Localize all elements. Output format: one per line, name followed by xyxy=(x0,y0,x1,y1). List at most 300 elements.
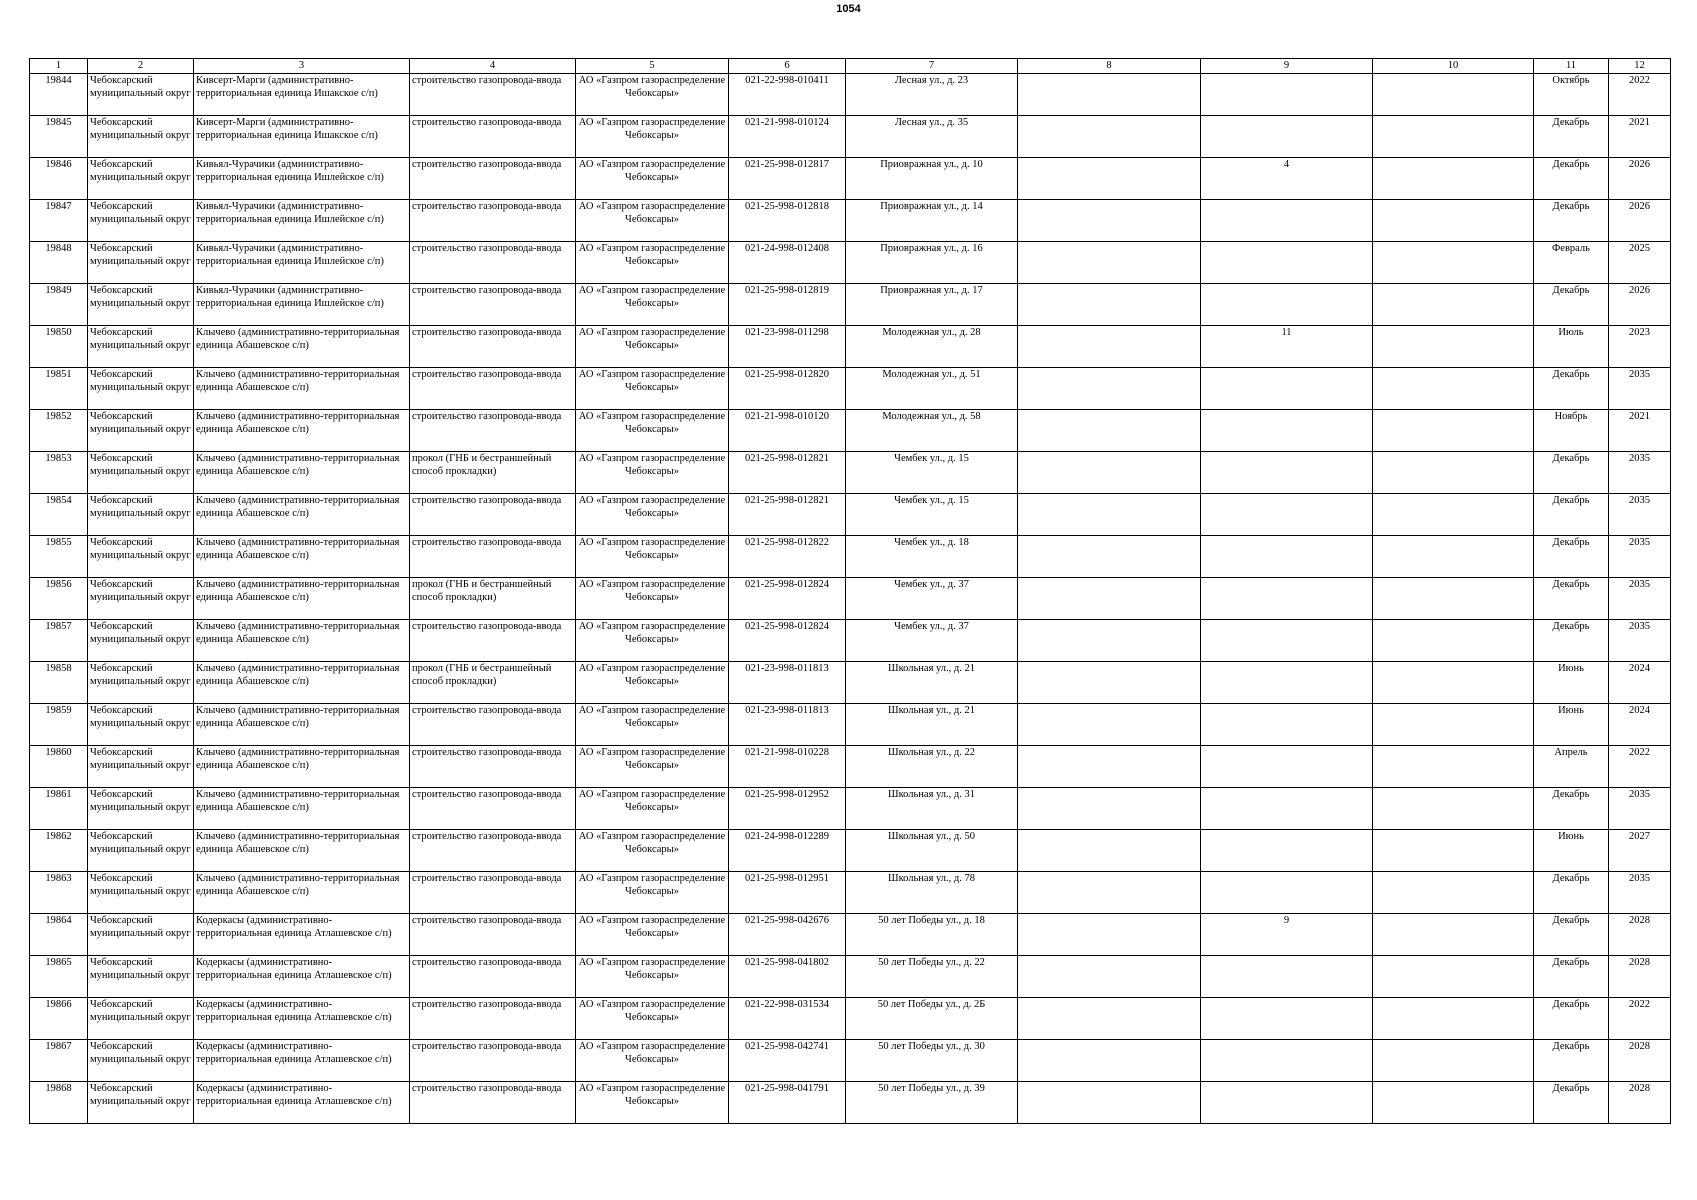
cell-text: строительство газопровода-ввода xyxy=(412,411,562,422)
cell-settlement xyxy=(194,74,410,116)
cell-text: строительство газопровода-ввода xyxy=(412,117,562,128)
page-number: 1054 xyxy=(836,3,861,15)
cell-text: Декабрь xyxy=(1552,1083,1590,1094)
table-row xyxy=(30,872,1671,914)
cell-text: 4 xyxy=(1283,159,1290,170)
cell-text: 021-25-998-012819 xyxy=(745,285,829,296)
cell-settlement xyxy=(194,410,410,452)
cell-address xyxy=(846,788,1018,830)
cell-text: 021-25-998-012817 xyxy=(745,159,829,170)
cell-text: АО «Газпром газораспределение Чебоксары» xyxy=(578,621,726,645)
cell-text: Молодежная ул., д. 58 xyxy=(882,411,981,422)
cell-year xyxy=(1609,74,1671,116)
cell-municipality xyxy=(88,620,194,662)
cell-text: Чебоксарский муниципальный округ xyxy=(90,495,191,519)
cell-year xyxy=(1609,872,1671,914)
cell-text: строительство газопровода-ввода xyxy=(412,789,562,800)
cell-text: Приовражная ул., д. 10 xyxy=(880,159,983,170)
cell-row-number xyxy=(30,158,88,200)
table-row xyxy=(30,242,1671,284)
cell-year xyxy=(1609,1040,1671,1082)
cell-text: АО «Газпром газораспределение Чебоксары» xyxy=(578,999,726,1023)
cell-text: Клычево (административно-территориальная единица Абашевское с/п) xyxy=(196,663,400,687)
cell-col-9 xyxy=(1201,200,1373,242)
cell-organization xyxy=(576,998,729,1040)
cell-year xyxy=(1609,536,1671,578)
cell-text: Декабрь xyxy=(1552,789,1590,800)
cell-text: строительство газопровода-ввода xyxy=(412,621,562,632)
cell-text: Чембек ул., д. 37 xyxy=(894,621,969,632)
column-header-5: 5 xyxy=(576,59,729,74)
cell-text: Кивсерт-Марги (административно-территориальная единица Ишакское с/п) xyxy=(196,75,378,99)
cell-text: 021-25-998-042741 xyxy=(745,1041,829,1052)
cell-text: 19853 xyxy=(45,453,72,464)
cell-text: Чебоксарский муниципальный округ xyxy=(90,285,191,309)
cell-col-9 xyxy=(1201,326,1373,368)
cell-text: 021-24-998-012408 xyxy=(745,243,829,254)
registry-body xyxy=(30,74,1671,1124)
cell-settlement xyxy=(194,578,410,620)
cell-text: строительство газопровода-ввода xyxy=(412,75,562,86)
cell-text: Кодеркасы (административно-территориальная единица Атлашевское с/п) xyxy=(196,1041,392,1065)
cell-text: 19861 xyxy=(45,789,72,800)
cell-col-8 xyxy=(1018,536,1201,578)
cell-text: строительство газопровода-ввода xyxy=(412,831,562,842)
table-row xyxy=(30,284,1671,326)
cell-settlement xyxy=(194,116,410,158)
cell-organization xyxy=(576,662,729,704)
cell-month xyxy=(1534,242,1609,284)
cell-text: 2022 xyxy=(1629,75,1650,86)
cell-row-number xyxy=(30,956,88,998)
cell-text: 50 лет Победы ул., д. 22 xyxy=(878,957,985,968)
cell-year xyxy=(1609,242,1671,284)
cell-text: 2026 xyxy=(1629,201,1650,212)
cell-text: Клычево (административно-территориальная единица Абашевское с/п) xyxy=(196,369,400,393)
cell-text: Школьная ул., д. 21 xyxy=(887,705,976,716)
cell-text: прокол (ГНБ и бестраншейный способ прокладки) xyxy=(412,579,552,603)
table-row xyxy=(30,410,1671,452)
cell-col-10 xyxy=(1373,830,1534,872)
cell-municipality xyxy=(88,830,194,872)
cell-municipality xyxy=(88,200,194,242)
cell-text: АО «Газпром газораспределение Чебоксары» xyxy=(578,369,726,393)
cell-settlement xyxy=(194,956,410,998)
cell-text: АО «Газпром газораспределение Чебоксары» xyxy=(578,201,726,225)
cell-row-number xyxy=(30,746,88,788)
cell-col-10 xyxy=(1373,158,1534,200)
cell-row-number xyxy=(30,788,88,830)
cell-text: Чебоксарский муниципальный округ xyxy=(90,621,191,645)
cell-col-8 xyxy=(1018,914,1201,956)
cell-address xyxy=(846,200,1018,242)
cell-text: Декабрь xyxy=(1552,1041,1590,1052)
cell-text: Чебоксарский муниципальный округ xyxy=(90,327,191,351)
cell-col-8 xyxy=(1018,578,1201,620)
cell-organization xyxy=(576,536,729,578)
cell-col-8 xyxy=(1018,746,1201,788)
cell-text: Кодеркасы (административно-территориальная единица Атлашевское с/п) xyxy=(196,999,392,1023)
cell-text: АО «Газпром газораспределение Чебоксары» xyxy=(578,579,726,603)
cell-text: Клычево (административно-территориальная единица Абашевское с/п) xyxy=(196,831,400,855)
cell-col-10 xyxy=(1373,662,1534,704)
cell-text: Школьная ул., д. 50 xyxy=(887,831,976,842)
cell-work-type xyxy=(410,746,576,788)
cell-settlement xyxy=(194,830,410,872)
cell-address xyxy=(846,242,1018,284)
column-header-7: 7 xyxy=(846,59,1018,74)
cell-text: Декабрь xyxy=(1552,537,1590,548)
cell-col-9 xyxy=(1201,704,1373,746)
cell-text: АО «Газпром газораспределение Чебоксары» xyxy=(578,495,726,519)
cell-text: строительство газопровода-ввода xyxy=(412,369,562,380)
cell-col-9 xyxy=(1201,578,1373,620)
cell-municipality xyxy=(88,158,194,200)
cell-settlement xyxy=(194,1082,410,1124)
cell-text: 021-25-998-012951 xyxy=(745,873,829,884)
cell-work-type xyxy=(410,284,576,326)
table-row xyxy=(30,326,1671,368)
cell-col-9 xyxy=(1201,410,1373,452)
cell-row-number xyxy=(30,242,88,284)
cell-col-10 xyxy=(1373,452,1534,494)
cell-text: 2024 xyxy=(1629,705,1650,716)
cell-text: строительство газопровода-ввода xyxy=(412,915,562,926)
cell-col-8 xyxy=(1018,830,1201,872)
cell-month xyxy=(1534,872,1609,914)
cell-col-8 xyxy=(1018,200,1201,242)
cell-col-10 xyxy=(1373,914,1534,956)
cell-object-code xyxy=(729,1040,846,1082)
cell-text: Чебоксарский муниципальный округ xyxy=(90,999,191,1023)
cell-col-8 xyxy=(1018,1040,1201,1082)
cell-municipality xyxy=(88,536,194,578)
cell-row-number xyxy=(30,872,88,914)
cell-text: 2035 xyxy=(1629,873,1650,884)
cell-address xyxy=(846,1040,1018,1082)
table-row xyxy=(30,746,1671,788)
table-row xyxy=(30,830,1671,872)
cell-work-type xyxy=(410,200,576,242)
cell-col-10 xyxy=(1373,1040,1534,1082)
cell-month xyxy=(1534,746,1609,788)
cell-text: 021-25-998-012818 xyxy=(745,201,829,212)
cell-text: Июль xyxy=(1558,327,1584,338)
cell-text: АО «Газпром газораспределение Чебоксары» xyxy=(578,243,726,267)
cell-settlement xyxy=(194,704,410,746)
cell-text: 2022 xyxy=(1629,747,1650,758)
cell-text: 2028 xyxy=(1629,915,1650,926)
cell-text: 2022 xyxy=(1629,999,1650,1010)
cell-text: Чембек ул., д. 18 xyxy=(894,537,969,548)
cell-object-code xyxy=(729,956,846,998)
cell-text: Декабрь xyxy=(1552,621,1590,632)
cell-text: АО «Газпром газораспределение Чебоксары» xyxy=(578,537,726,561)
cell-settlement xyxy=(194,494,410,536)
cell-text: 2035 xyxy=(1629,453,1650,464)
cell-text: Чебоксарский муниципальный округ xyxy=(90,747,191,771)
table-row xyxy=(30,368,1671,410)
cell-text: 19849 xyxy=(45,285,72,296)
cell-col-8 xyxy=(1018,242,1201,284)
cell-address xyxy=(846,410,1018,452)
cell-col-8 xyxy=(1018,452,1201,494)
cell-text: Чебоксарский муниципальный округ xyxy=(90,411,191,435)
cell-text: 021-23-998-011298 xyxy=(745,327,829,338)
cell-organization xyxy=(576,200,729,242)
cell-row-number xyxy=(30,1082,88,1124)
cell-year xyxy=(1609,704,1671,746)
cell-col-9 xyxy=(1201,956,1373,998)
cell-text: Чебоксарский муниципальный округ xyxy=(90,537,191,561)
cell-text: Декабрь xyxy=(1552,117,1590,128)
cell-text: 2035 xyxy=(1629,789,1650,800)
cell-text: Приовражная ул., д. 16 xyxy=(880,243,983,254)
cell-text: 021-25-998-012822 xyxy=(745,537,829,548)
cell-text: Февраль xyxy=(1552,243,1590,254)
cell-organization xyxy=(576,368,729,410)
table-row xyxy=(30,452,1671,494)
cell-text: Лесная ул., д. 35 xyxy=(894,117,969,128)
cell-settlement xyxy=(194,452,410,494)
column-header-6: 6 xyxy=(729,59,846,74)
cell-municipality xyxy=(88,116,194,158)
cell-text: Кивьял-Чурачики (административно-территориальная единица Ишлейское с/п) xyxy=(196,285,384,309)
cell-organization xyxy=(576,746,729,788)
cell-text: Приовражная ул., д. 17 xyxy=(880,285,983,296)
cell-text: Декабрь xyxy=(1552,369,1590,380)
cell-address xyxy=(846,158,1018,200)
cell-text: Клычево (административно-территориальная единица Абашевское с/п) xyxy=(196,873,400,897)
cell-text: Клычево (административно-территориальная единица Абашевское с/п) xyxy=(196,537,400,561)
cell-object-code xyxy=(729,662,846,704)
cell-address xyxy=(846,494,1018,536)
cell-text: Чебоксарский муниципальный округ xyxy=(90,579,191,603)
cell-municipality xyxy=(88,662,194,704)
cell-text: АО «Газпром газораспределение Чебоксары» xyxy=(578,663,726,687)
cell-col-9 xyxy=(1201,452,1373,494)
cell-address xyxy=(846,578,1018,620)
cell-text: Чебоксарский муниципальный округ xyxy=(90,201,191,225)
cell-text: Клычево (административно-территориальная единица Абашевское с/п) xyxy=(196,579,400,603)
cell-month xyxy=(1534,536,1609,578)
cell-text: Чебоксарский муниципальный округ xyxy=(90,1083,191,1107)
cell-text: Чебоксарский муниципальный округ xyxy=(90,789,191,813)
cell-text: 021-25-998-012952 xyxy=(745,789,829,800)
cell-text: АО «Газпром газораспределение Чебоксары» xyxy=(578,747,726,771)
cell-text: 2035 xyxy=(1629,621,1650,632)
cell-text: Чебоксарский муниципальный округ xyxy=(90,75,191,99)
cell-col-8 xyxy=(1018,284,1201,326)
cell-organization xyxy=(576,620,729,662)
cell-address xyxy=(846,74,1018,116)
cell-address xyxy=(846,326,1018,368)
cell-text: 2021 xyxy=(1629,117,1650,128)
cell-object-code xyxy=(729,1082,846,1124)
cell-text: 021-23-998-011813 xyxy=(745,705,829,716)
cell-organization xyxy=(576,830,729,872)
cell-text: 2028 xyxy=(1629,1083,1650,1094)
cell-col-9 xyxy=(1201,662,1373,704)
cell-col-8 xyxy=(1018,788,1201,830)
cell-col-9 xyxy=(1201,872,1373,914)
cell-col-10 xyxy=(1373,1082,1534,1124)
cell-text: АО «Газпром газораспределение Чебоксары» xyxy=(578,159,726,183)
cell-text: 2021 xyxy=(1629,411,1650,422)
cell-row-number xyxy=(30,914,88,956)
cell-text: АО «Газпром газораспределение Чебоксары» xyxy=(578,327,726,351)
cell-work-type xyxy=(410,830,576,872)
cell-year xyxy=(1609,662,1671,704)
cell-col-10 xyxy=(1373,620,1534,662)
cell-month xyxy=(1534,74,1609,116)
cell-month xyxy=(1534,284,1609,326)
cell-text: 2024 xyxy=(1629,663,1650,674)
cell-text: Декабрь xyxy=(1552,159,1590,170)
cell-col-9 xyxy=(1201,284,1373,326)
cell-text: 021-25-998-012820 xyxy=(745,369,829,380)
cell-text: Клычево (административно-территориальная единица Абашевское с/п) xyxy=(196,747,400,771)
cell-text: строительство газопровода-ввода xyxy=(412,705,562,716)
column-header-10: 10 xyxy=(1373,59,1534,74)
cell-object-code xyxy=(729,704,846,746)
cell-text: 50 лет Победы ул., д. 2Б xyxy=(877,999,986,1010)
cell-row-number xyxy=(30,200,88,242)
cell-col-9 xyxy=(1201,746,1373,788)
cell-object-code xyxy=(729,200,846,242)
cell-text: 19852 xyxy=(45,411,72,422)
cell-month xyxy=(1534,494,1609,536)
cell-text: 19855 xyxy=(45,537,72,548)
column-header-12: 12 xyxy=(1609,59,1671,74)
cell-text: Клычево (административно-территориальная единица Абашевское с/п) xyxy=(196,789,400,813)
cell-text: 19854 xyxy=(45,495,72,506)
cell-text: 19858 xyxy=(45,663,72,674)
cell-col-10 xyxy=(1373,74,1534,116)
cell-settlement xyxy=(194,872,410,914)
cell-settlement xyxy=(194,788,410,830)
cell-municipality xyxy=(88,998,194,1040)
cell-col-10 xyxy=(1373,746,1534,788)
cell-work-type xyxy=(410,242,576,284)
cell-text: строительство газопровода-ввода xyxy=(412,957,562,968)
cell-text: строительство газопровода-ввода xyxy=(412,873,562,884)
cell-text: Ноябрь xyxy=(1554,411,1588,422)
cell-address xyxy=(846,704,1018,746)
table-row xyxy=(30,704,1671,746)
cell-text: 021-21-998-010228 xyxy=(745,747,829,758)
cell-year xyxy=(1609,620,1671,662)
cell-text: Чембек ул., д. 15 xyxy=(894,495,969,506)
cell-text: Молодежная ул., д. 28 xyxy=(882,327,981,338)
cell-text: 021-21-998-010124 xyxy=(745,117,829,128)
cell-text: Молодежная ул., д. 51 xyxy=(882,369,981,380)
cell-text: АО «Газпром газораспределение Чебоксары» xyxy=(578,117,726,141)
cell-month xyxy=(1534,200,1609,242)
column-header-11: 11 xyxy=(1534,59,1609,74)
cell-month xyxy=(1534,368,1609,410)
cell-text: 021-23-998-011813 xyxy=(745,663,829,674)
cell-text: Чембек ул., д. 37 xyxy=(894,579,969,590)
cell-text: Апрель xyxy=(1554,747,1588,758)
cell-municipality xyxy=(88,956,194,998)
cell-text: Чебоксарский муниципальный округ xyxy=(90,1041,191,1065)
cell-month xyxy=(1534,1040,1609,1082)
cell-text: 2026 xyxy=(1629,285,1650,296)
cell-organization xyxy=(576,704,729,746)
cell-text: Чебоксарский муниципальный округ xyxy=(90,243,191,267)
cell-month xyxy=(1534,914,1609,956)
cell-text: строительство газопровода-ввода xyxy=(412,537,562,548)
cell-text: 19865 xyxy=(45,957,72,968)
cell-text: Декабрь xyxy=(1552,285,1590,296)
cell-text: 19846 xyxy=(45,159,72,170)
cell-settlement xyxy=(194,1040,410,1082)
cell-row-number xyxy=(30,410,88,452)
cell-col-9 xyxy=(1201,788,1373,830)
cell-text: 19867 xyxy=(45,1041,72,1052)
cell-text: 021-25-998-012821 xyxy=(745,495,829,506)
cell-settlement xyxy=(194,620,410,662)
cell-text: Кодеркасы (административно-территориальная единица Атлашевское с/п) xyxy=(196,915,392,939)
cell-municipality xyxy=(88,1040,194,1082)
cell-text: 50 лет Победы ул., д. 39 xyxy=(878,1083,985,1094)
cell-work-type xyxy=(410,1040,576,1082)
cell-month xyxy=(1534,452,1609,494)
cell-work-type xyxy=(410,158,576,200)
registry-table xyxy=(29,58,1671,1124)
cell-address xyxy=(846,662,1018,704)
cell-municipality xyxy=(88,284,194,326)
cell-col-9 xyxy=(1201,536,1373,578)
cell-year xyxy=(1609,494,1671,536)
cell-text: АО «Газпром газораспределение Чебоксары» xyxy=(578,705,726,729)
cell-organization xyxy=(576,494,729,536)
cell-row-number xyxy=(30,368,88,410)
cell-text: АО «Газпром газораспределение Чебоксары» xyxy=(578,873,726,897)
cell-text: Декабрь xyxy=(1552,999,1590,1010)
cell-object-code xyxy=(729,74,846,116)
cell-text: строительство газопровода-ввода xyxy=(412,159,562,170)
cell-text: Декабрь xyxy=(1552,957,1590,968)
cell-month xyxy=(1534,704,1609,746)
cell-text: 2028 xyxy=(1629,957,1650,968)
cell-text: Кодеркасы (административно-территориальная единица Атлашевское с/п) xyxy=(196,957,392,981)
cell-text: АО «Газпром газораспределение Чебоксары» xyxy=(578,411,726,435)
column-header-4: 4 xyxy=(410,59,576,74)
cell-col-10 xyxy=(1373,872,1534,914)
cell-text: Клычево (административно-территориальная единица Абашевское с/п) xyxy=(196,411,400,435)
cell-municipality xyxy=(88,74,194,116)
cell-text: АО «Газпром газораспределение Чебоксары» xyxy=(578,831,726,855)
cell-object-code xyxy=(729,914,846,956)
cell-year xyxy=(1609,452,1671,494)
cell-row-number xyxy=(30,1040,88,1082)
cell-organization xyxy=(576,956,729,998)
cell-year xyxy=(1609,956,1671,998)
cell-text: АО «Газпром газораспределение Чебоксары» xyxy=(578,789,726,813)
cell-work-type xyxy=(410,1082,576,1124)
cell-col-9 xyxy=(1201,74,1373,116)
cell-municipality xyxy=(88,746,194,788)
cell-text: 9 xyxy=(1283,915,1290,926)
cell-text: Июнь xyxy=(1558,831,1584,842)
cell-organization xyxy=(576,452,729,494)
table-row xyxy=(30,662,1671,704)
cell-text: Декабрь xyxy=(1552,453,1590,464)
cell-settlement xyxy=(194,662,410,704)
cell-text: Чебоксарский муниципальный округ xyxy=(90,873,191,897)
